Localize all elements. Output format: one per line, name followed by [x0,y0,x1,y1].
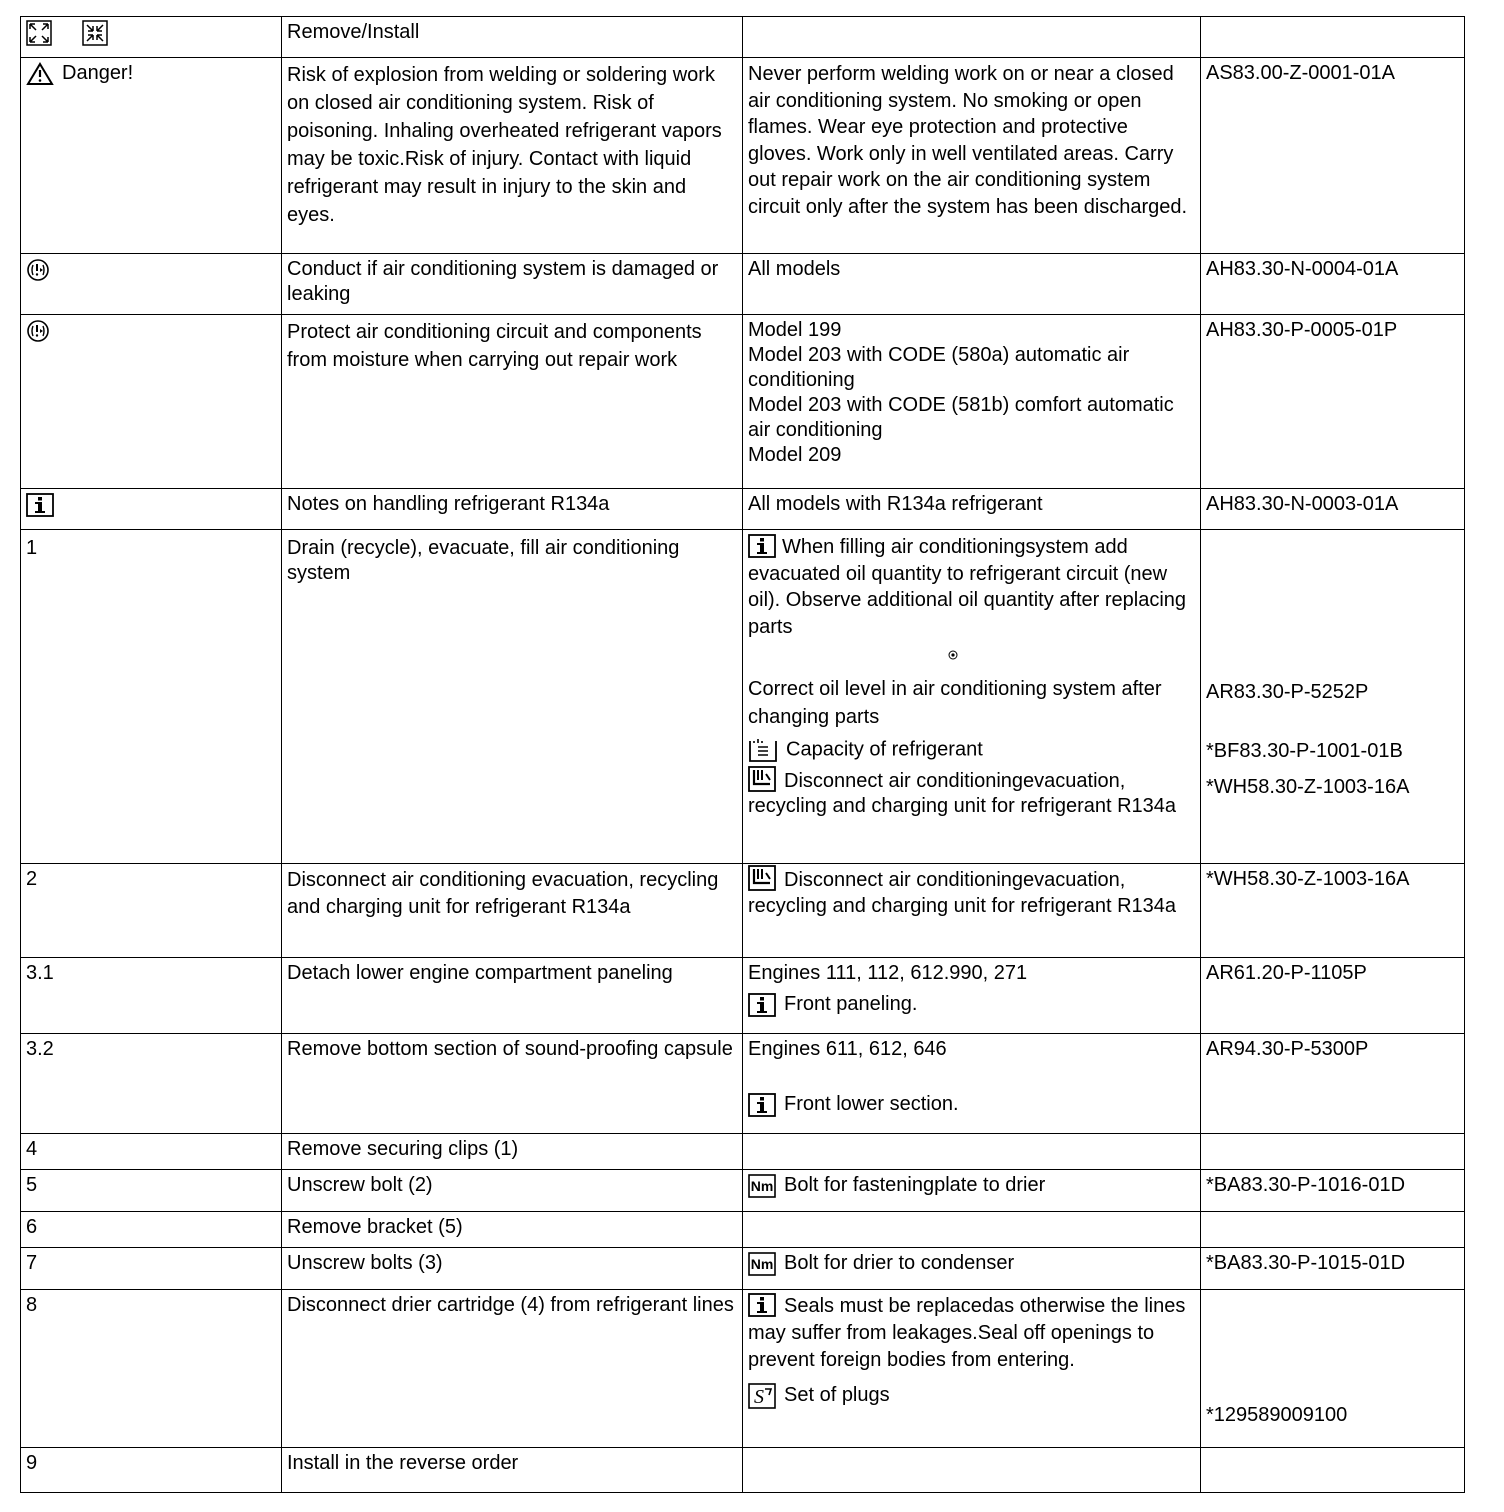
caution-icon [26,319,50,343]
action-cell: Disconnect air conditioning evacuation, recycling and charging unit for refrigerant R134a [282,864,743,958]
engines-text: Engines 111, 112, 612.990, 271 [748,962,1028,984]
action-cell: Protect air conditioning circuit and components from moisture when carrying out repair work [282,315,743,489]
step-number: 2 [21,864,282,958]
step-row [21,1134,1465,1170]
tool-text: Disconnect air conditioningevacuation, recycling and charging unit for refrigerant R134a [748,869,1177,917]
note-cell [743,315,1201,489]
note-cell [743,958,1201,1034]
info-icon [748,534,776,558]
step-number: 8 [21,1290,282,1448]
tool-ref: *WH58.30-Z-1003-16A [1206,776,1410,798]
caution-row [21,315,1465,489]
step-number: 6 [21,1212,282,1248]
tool-icon [748,865,776,891]
note-cell [743,530,1201,864]
note-cell [743,1290,1201,1448]
oil-level-text: Correct oil level in air conditioning system after changing parts [748,678,1162,728]
torque-icon-label: Nm [750,1177,774,1194]
oil-info-text: When filling air conditioningsystem add evacuated oil quantity to refrigerant circuit (new oil). Observe additional oil quantity after replacing parts [748,536,1187,638]
info-icon [748,1293,776,1317]
step-number: 1 [21,530,282,864]
danger-row [21,58,1465,254]
ref-cell: AH83.30-N-0003-01A [1201,489,1465,530]
engines-text: Engines 611, 612, 646 [748,1038,947,1060]
info-icon [26,493,54,517]
step-row [21,1170,1465,1212]
ref-cell: *BA83.30-P-1015-01D [1201,1248,1465,1290]
procedure-table [20,16,1465,1493]
note-cell [743,1248,1201,1290]
action-cell: Remove bottom section of sound-proofing capsule [282,1034,743,1134]
info-text: Front lower section. [784,1093,959,1115]
step-row [21,1034,1465,1134]
note-cell: All models with R134a refrigerant [743,489,1201,530]
action-cell: Risk of explosion from welding or soldering work on closed air conditioning system. Risk of poisoning. Inhaling overheated refrigerant vapors may be toxic.Risk of injury. Contact with liquid refrigerant may result in injury to the skin and eyes. [282,58,743,254]
torque-icon [748,1252,776,1276]
action-cell: Conduct if air conditioning system is damaged or leaking [282,254,743,315]
step-number: 4 [21,1134,282,1170]
install-icon [82,20,108,46]
ref-cell [1201,530,1465,864]
svg-text:S: S [754,1385,764,1408]
action-cell: Install in the reverse order [282,1448,743,1493]
ref-cell: AH83.30-P-0005-01P [1201,315,1465,489]
note-cell [743,864,1201,958]
step-number: 3.1 [21,958,282,1034]
step-row [21,864,1465,958]
step-row [21,1290,1465,1448]
capacity-ref: *BF83.30-P-1001-01B [1206,740,1403,762]
action-cell: Detach lower engine compartment paneling [282,958,743,1034]
step-row [21,1248,1465,1290]
ref-cell: AR61.20-P-1105P [1201,958,1465,1034]
note-cell: All models [743,254,1201,315]
step-row [21,1448,1465,1493]
caution-icon [26,258,50,282]
header-icons [21,17,282,58]
oil-ref: AR83.30-P-5252P [1206,681,1369,703]
step-number: 9 [21,1448,282,1493]
plugs-ref: *129589009100 [1206,1404,1348,1426]
note-cell [743,1170,1201,1212]
action-cell: Unscrew bolts (3) [282,1248,743,1290]
action-cell: Notes on handling refrigerant R134a [282,489,743,530]
model-line: Model 203 with CODE (581b) comfort automatic air conditioning [748,394,1174,441]
header-title: Remove/Install [282,17,743,58]
ref-cell: AR94.30-P-5300P [1201,1034,1465,1134]
warning-triangle-icon [26,62,54,86]
info-icon [748,1093,776,1117]
torque-text: Bolt for drier to condenser [784,1252,1015,1274]
torque-icon [748,1174,776,1198]
step-number: 5 [21,1170,282,1212]
info-icon [748,993,776,1017]
capacity-text: Capacity of refrigerant [786,738,983,761]
step-row [21,530,1465,864]
action-cell: Remove bracket (5) [282,1212,743,1248]
step-number: 7 [21,1248,282,1290]
capacity-icon [748,737,778,763]
model-line: Model 209 [748,444,842,466]
model-line: Model 203 with CODE (580a) automatic air conditioning [748,344,1130,391]
tool-icon [748,766,776,792]
remove-icon [26,20,52,46]
step-row [21,1212,1465,1248]
ref-cell: AS83.00-Z-0001-01A [1201,58,1465,254]
step-number: 3.2 [21,1034,282,1134]
ref-cell: *WH58.30-Z-1003-16A [1201,864,1465,958]
caution-row [21,254,1465,315]
action-cell: Drain (recycle), evacuate, fill air conditioning system [282,530,743,864]
seals-text: Seals must be replacedas otherwise the lines may suffer from leakages.Seal off openings to prevent foreign bodies from entering. [748,1295,1186,1371]
info-text: Front paneling. [784,993,918,1015]
special-tool-icon [748,1383,776,1409]
header-row [21,17,1465,58]
ref-cell [1201,1290,1465,1448]
action-cell: Remove securing clips (1) [282,1134,743,1170]
action-cell: Disconnect drier cartridge (4) from refrigerant lines [282,1290,743,1448]
danger-label: Danger! [62,62,134,84]
info-row [21,489,1465,530]
tool-text: Disconnect air conditioningevacuation, recycling and charging unit for refrigerant R134a [748,770,1177,817]
torque-icon-label: Nm [750,1255,774,1272]
ref-cell: AH83.30-N-0004-01A [1201,254,1465,315]
note-cell: Never perform welding work on or near a closed air conditioning system. No smoking or open flames. Wear eye protection and protective gloves. Work only in well ventilated areas. Carry out repair work on the air conditioning system circuit only after the system has been discharged. [743,58,1201,254]
step-cell [21,58,282,254]
registered-icon [948,642,1196,667]
torque-text: Bolt for fasteningplate to drier [784,1174,1046,1196]
ref-cell: *BA83.30-P-1016-01D [1201,1170,1465,1212]
action-cell: Unscrew bolt (2) [282,1170,743,1212]
plugs-text: Set of plugs [784,1384,890,1406]
note-cell [743,1034,1201,1134]
model-line: Model 199 [748,319,842,341]
step-row [21,958,1465,1034]
